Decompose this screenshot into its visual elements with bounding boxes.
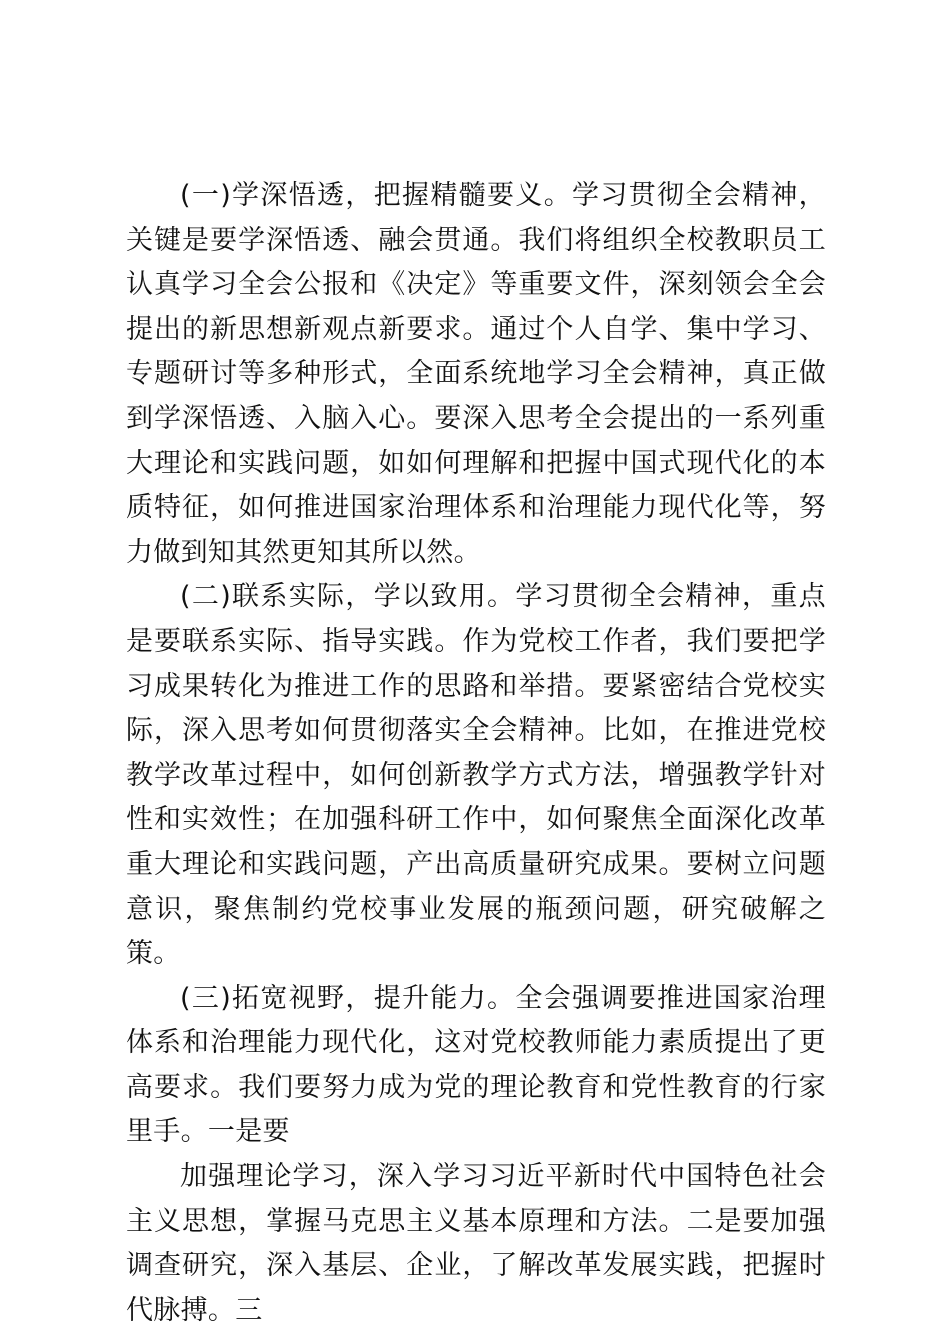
paragraph-1: (一)学深悟透，把握精髓要义。学习贯彻全会精神，关键是要学深悟透、融会贯通。我们将组织全校教职员工认真学习全会公报和《决定》等重要文件，深刻领会全会提出的新思想新观点新要求。通过个人自学、集中学习、专题研讨等多种形式，全面系统地学习全会精神，真正做到学深悟透、入脑入心。要深入思考全会提出的一系列重大理论和实践问题，如如何理解和把握中国式现代化的本质特征，如何推进国家治理体系和治理能力现代化等，努力做到知其然更知其所以然。: [126, 180, 826, 568]
paragraph-3: (三)拓宽视野，提升能力。全会强调要推进国家治理体系和治理能力现代化，这对党校教师能力素质提出了更高要求。我们要努力成为党的理论教育和党性教育的行家里手。一是要: [126, 982, 826, 1148]
paragraph-2: (二)联系实际，学以致用。学习贯彻全会精神，重点是要联系实际、指导实践。作为党校工作者，我们要把学习成果转化为推进工作的思路和举措。要紧密结合党校实际，深入思考如何贯彻落实全会精神。比如，在推进党校教学改革过程中，如何创新教学方式方法，增强教学针对性和实效性；在加强科研工作中，如何聚焦全面深化改革重大理论和实践问题，产出高质量研究成果。要树立问题意识，聚焦制约党校事业发展的瓶颈问题，研究破解之策。: [126, 581, 826, 970]
document-body: [126, 174, 826, 1333]
paragraph-4: 加强理论学习，深入学习习近平新时代中国特色社会主义思想，掌握马克思主义基本原理和方法。二是要加强调查研究，深入基层、企业，了解改革发展实践，把握时代脉搏。三: [126, 1161, 826, 1326]
